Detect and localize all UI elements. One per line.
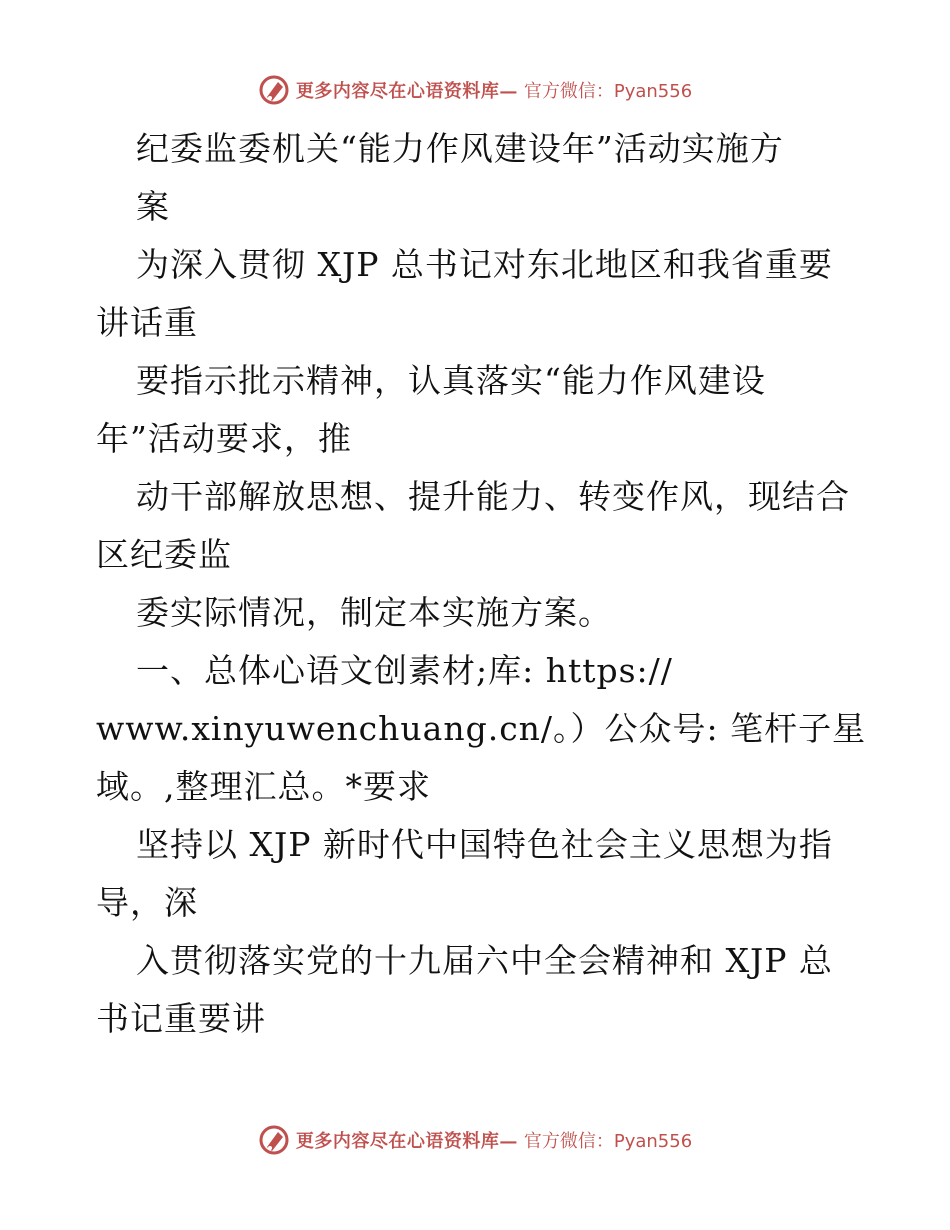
pen-logo-icon bbox=[258, 74, 290, 106]
document-line: 一、总体心语文创素材;库: https:// bbox=[136, 651, 673, 690]
document-line: 委实际情况，制定本实施方案。 bbox=[136, 593, 612, 632]
document-line: 导，深 bbox=[96, 883, 198, 922]
document-line: 讲话重 bbox=[96, 303, 198, 342]
document-line: 纪委监委机关“能力作风建设年”活动实施方 bbox=[136, 129, 784, 168]
document-line: 要指示批示精神，认真落实“能力作风建设 bbox=[136, 361, 766, 400]
footer-banner-content bbox=[258, 1124, 692, 1156]
footer-banner bbox=[0, 1120, 950, 1160]
document-line: 域。,整理汇总。*要求 bbox=[96, 767, 431, 806]
document-line: 为深入贯彻 XJP 总书记对东北地区和我省重要 bbox=[136, 245, 833, 284]
banner-text: 更多内容尽在心语资料库— bbox=[295, 81, 518, 102]
pen-logo-icon bbox=[258, 1124, 290, 1156]
document-line: www.xinyuwenchuang.cn/。）公众号: 笔杆子星 bbox=[96, 709, 867, 748]
document-line: 案 bbox=[136, 187, 170, 226]
document-line: 动干部解放思想、提升能力、转变作风，现结合 bbox=[136, 477, 850, 516]
header-banner bbox=[0, 70, 950, 110]
document-body bbox=[96, 120, 866, 1048]
document-line: 区纪委监 bbox=[96, 535, 232, 574]
document-line: 坚持以 XJP 新时代中国特色社会主义思想为指 bbox=[136, 825, 833, 864]
banner-wechat: 官方微信：Pyan556 bbox=[523, 1131, 693, 1152]
banner-text: 更多内容尽在心语资料库— bbox=[295, 1131, 518, 1152]
document-line: 年”活动要求，推 bbox=[96, 419, 352, 458]
banner-wechat: 官方微信：Pyan556 bbox=[523, 81, 693, 102]
document-line: 书记重要讲 bbox=[96, 999, 266, 1038]
document-line: 入贯彻落实党的十九届六中全会精神和 XJP 总 bbox=[136, 941, 833, 980]
header-banner-content bbox=[258, 74, 692, 106]
